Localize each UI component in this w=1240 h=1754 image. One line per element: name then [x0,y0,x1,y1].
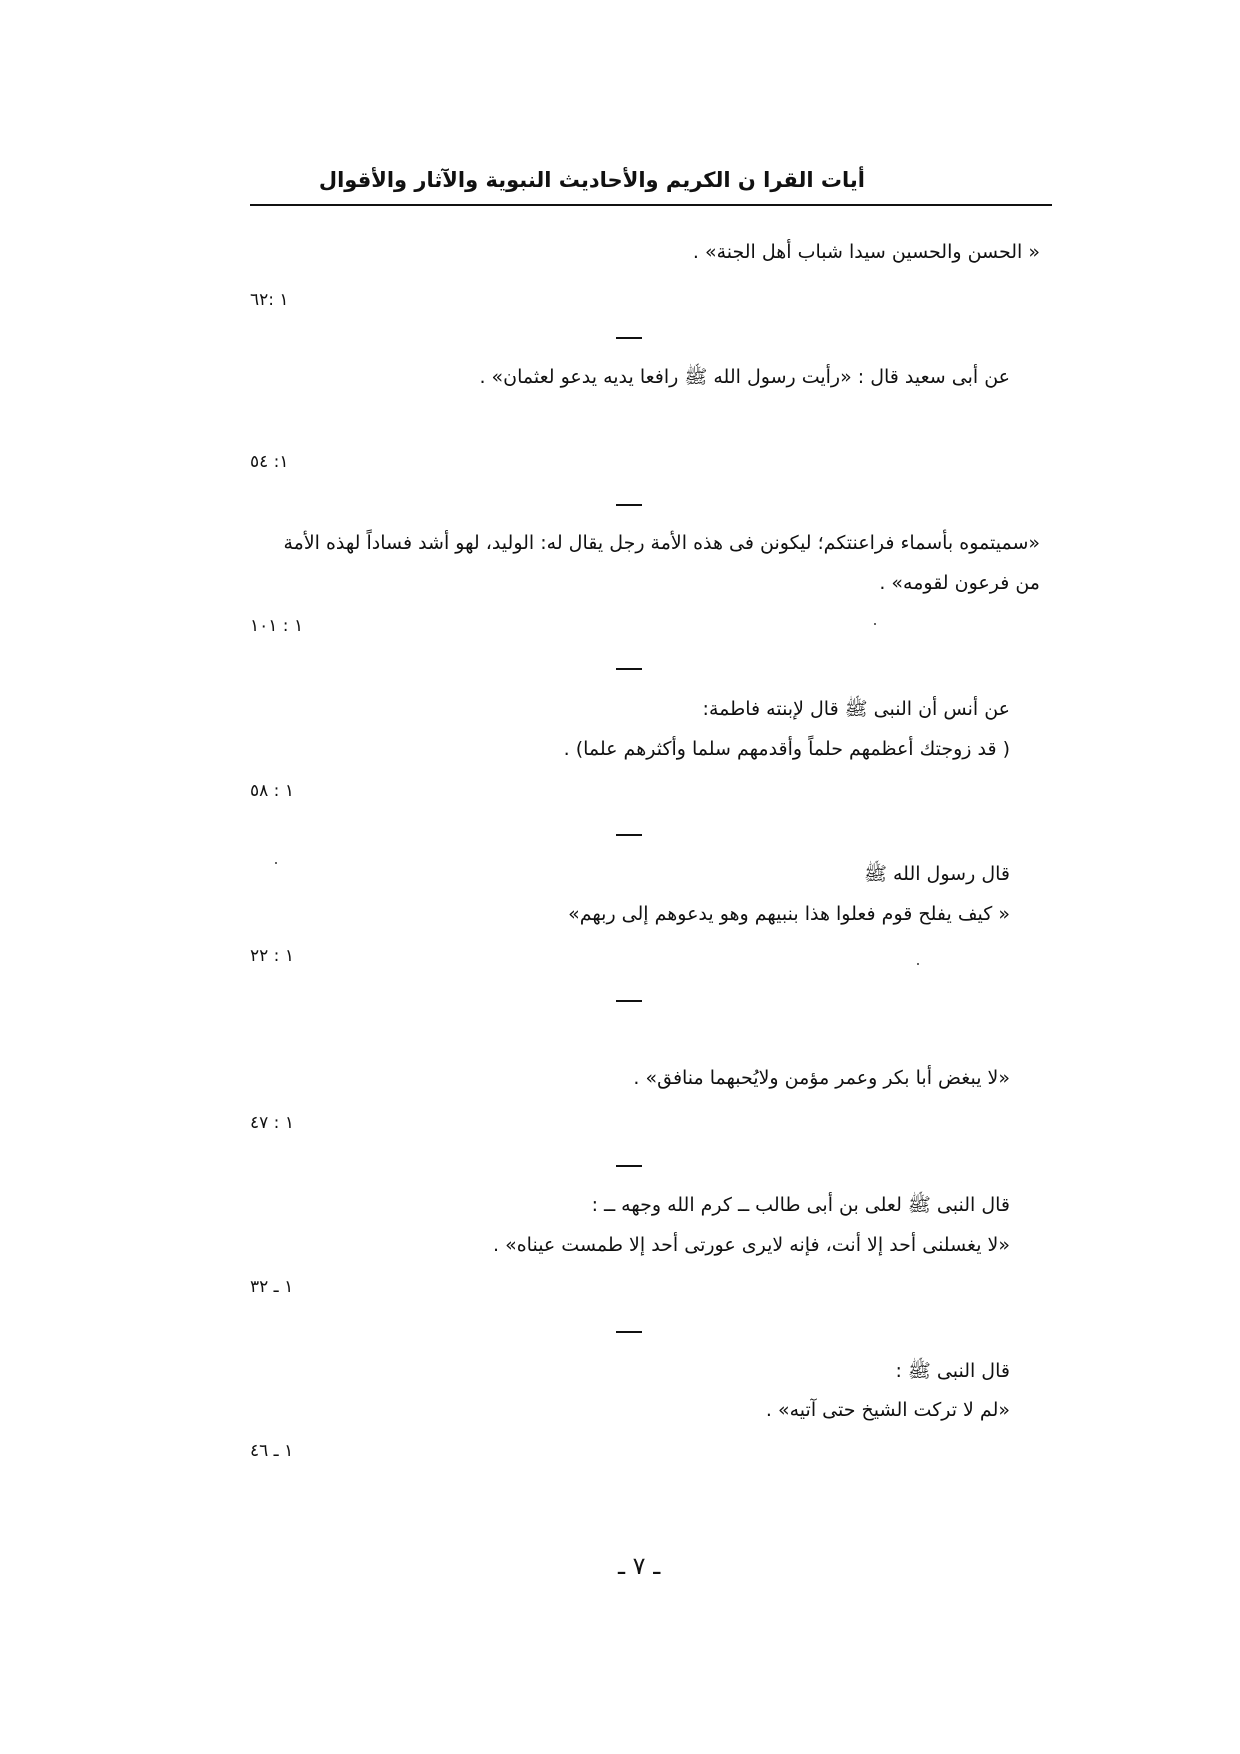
scan-speck [874,623,876,625]
entry-6-line-1: «لا يبغض أبا بكر وعمر مؤمن ولايُحبهما منافق» . [633,1067,1010,1089]
entry-separator [616,834,642,836]
entry-8-reference: ١ ـ ٤٦ [250,1441,294,1461]
entry-4-reference: ١ : ٥٨ [250,781,294,801]
entry-1-reference: ١ :٦٢ [250,290,289,310]
entry-separator [616,504,642,506]
entry-7-line-2: «لا يغسلنى أحد إلا أنت، فإنه لايرى عورتى أحد إلا طمست عيناه» . [493,1234,1010,1256]
page-number: ـ ٧ ـ [618,1552,661,1580]
entry-1-line-1: « الحسن والحسين سيدا شباب أهل الجنة» . [692,241,1040,263]
entry-7-line-1: قال النبى ﷺ لعلى بن أبى طالب ــ كرم الله وجهه ــ : [591,1194,1010,1216]
entry-5-line-1: قال رسول الله ﷺ [863,863,1010,885]
entry-separator [616,668,642,670]
entry-3-reference: ١ : ١٠١ [250,616,304,636]
page-header-title: أيات القرا ن الكريم والأحاديث النبوية والآثار والأقوال [318,168,865,192]
entry-separator [616,337,642,339]
entry-4-line-2: ( قد زوجتك أعظمهم حلماً وأقدمهم سلما وأكثرهم علما) . [563,738,1010,760]
entry-separator [616,1331,642,1333]
header-divider [250,204,1052,206]
entry-4-line-1: عن أنس أن النبى ﷺ قال لإبنته فاطمة: [702,698,1010,720]
scan-speck [275,862,277,864]
entry-5-reference: ١ : ٢٢ [250,946,294,966]
entry-7-reference: ١ ـ ٣٢ [250,1277,294,1297]
entry-5-line-2: « كيف يفلح قوم فعلوا هذا بنبيهم وهو يدعوهم إلى ربهم» [568,903,1010,925]
entry-2-line-1: عن أبى سعيد قال : «رأيت رسول الله ﷺ رافعا يديه يدعو لعثمان» . [479,366,1010,388]
entry-6-reference: ١ : ٤٧ [250,1113,294,1133]
entry-8-line-2: «لم لا تركت الشيخ حتى آتيه» . [765,1399,1010,1421]
entry-3-line-2: من فرعون لقومه» . [879,572,1040,594]
entry-separator [616,1000,642,1002]
entry-separator [616,1165,642,1167]
entry-8-line-1: قال النبى ﷺ : [895,1360,1010,1382]
entry-2-reference: ١: ٥٤ [250,452,289,472]
entry-3-line-1: «سميتموه بأسماء فراعنتكم؛ ليكونن فى هذه الأمة رجل يقال له: الوليد، لهو أشد فساداً لهذه الأمة [283,532,1040,554]
scan-speck [917,963,919,965]
